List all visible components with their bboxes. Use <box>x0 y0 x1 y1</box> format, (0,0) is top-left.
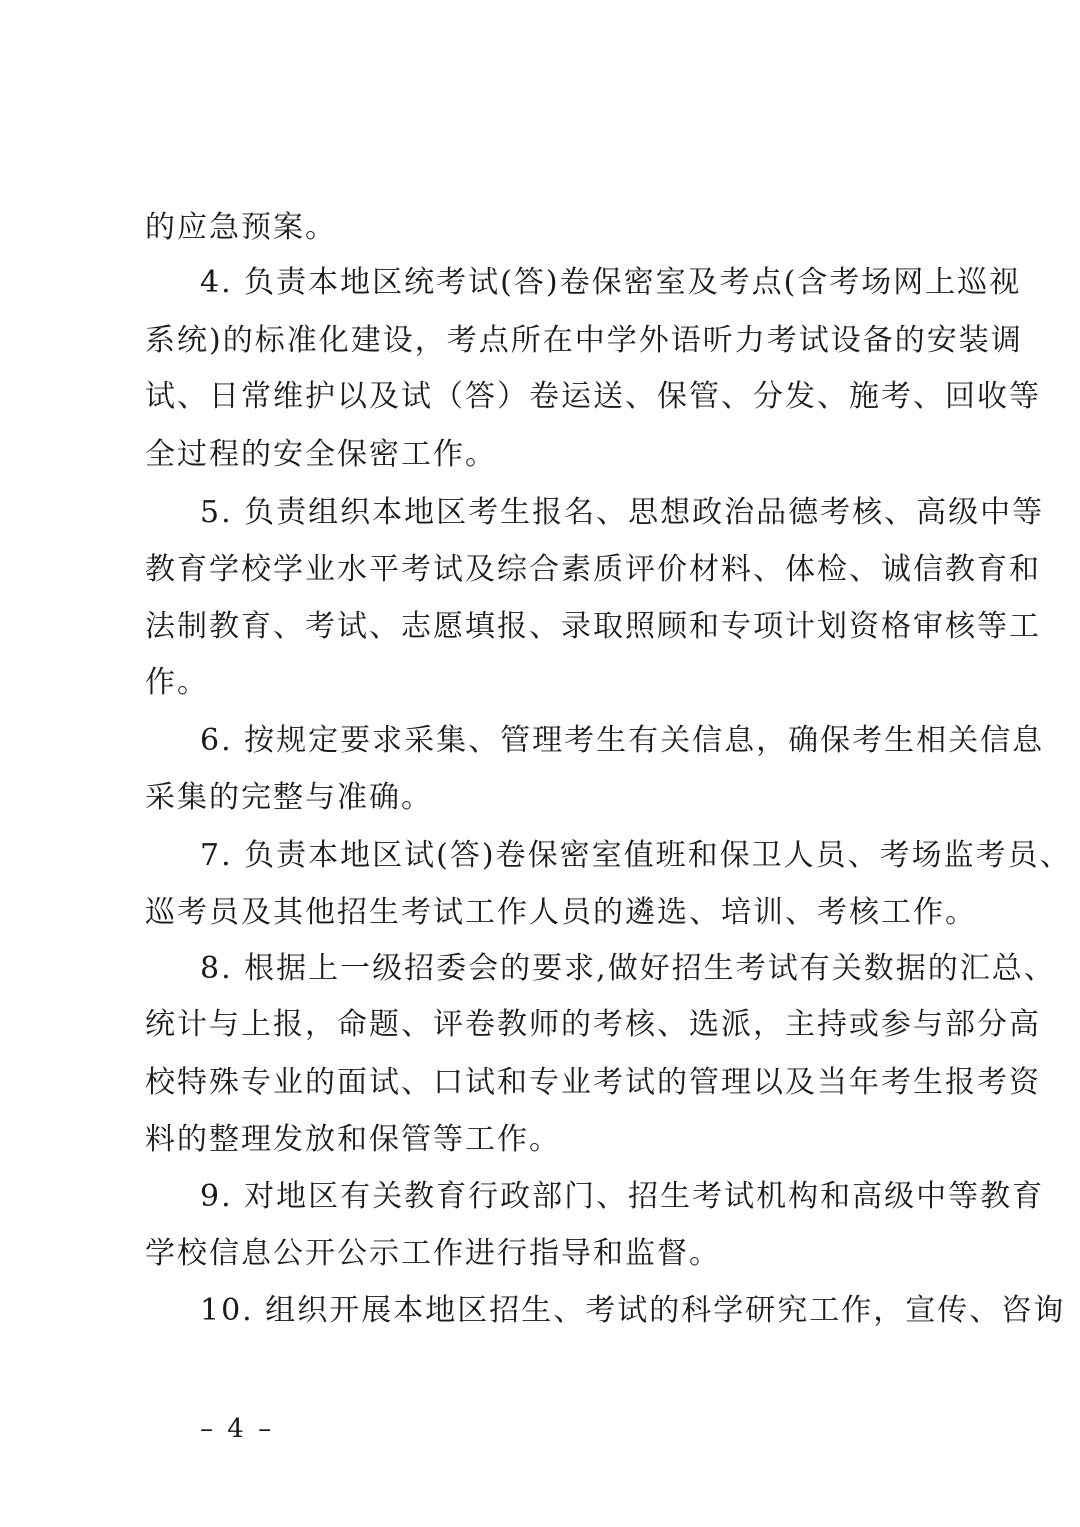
text-line: 校特殊专业的面试、口试和专业考试的管理以及当年考生报考资 <box>145 1065 1041 1100</box>
text-line: 统计与上报，命题、评卷教师的考核、选派，主持或参与部分高 <box>145 1007 1041 1042</box>
text-line: 9. 对地区有关教育行政部门、招生考试机构和高级中等教育 <box>200 1179 1045 1214</box>
text-line: 7. 负责本地区试(答)卷保密室值班和保卫人员、考场监考员、 <box>200 838 1072 873</box>
text-line: 巡考员及其他招生考试工作人员的遴选、培训、考核工作。 <box>145 895 977 930</box>
text-line: 试、日常维护以及试（答）卷运送、保管、分发、施考、回收等 <box>145 379 1041 414</box>
text-line: 的应急预案。 <box>145 210 337 245</box>
text-line: 10. 组织开展本地区招生、考试的科学研究工作，宣传、咨询 <box>200 1293 1066 1328</box>
text-line: 作。 <box>145 665 209 700</box>
text-line: 学校信息公开公示工作进行指导和监督。 <box>145 1236 721 1271</box>
text-line: 6. 按规定要求采集、管理考生有关信息，确保考生相关信息 <box>200 723 1045 758</box>
text-line: 4. 负责本地区统考试(答)卷保密室及考点(含考场网上巡视 <box>200 265 1022 300</box>
text-line: 采集的完整与准确。 <box>145 780 433 815</box>
text-line: 教育学校学业水平考试及综合素质评价材料、体检、诚信教育和 <box>145 552 1041 587</box>
text-line: 法制教育、考试、志愿填报、录取照顾和专项计划资格审核等工 <box>145 609 1041 644</box>
text-line: 系统)的标准化建设，考点所在中学外语听力考试设备的安装调 <box>145 323 1023 358</box>
text-line: 8. 根据上一级招委会的要求,做好招生考试有关数据的汇总、 <box>200 951 1056 986</box>
page-number: – 4 – <box>200 1414 275 1444</box>
text-line: 5. 负责组织本地区考生报名、思想政治品德考核、高级中等 <box>200 495 1045 530</box>
text-line: 全过程的安全保密工作。 <box>145 437 497 472</box>
text-line: 料的整理发放和保管等工作。 <box>145 1122 561 1157</box>
